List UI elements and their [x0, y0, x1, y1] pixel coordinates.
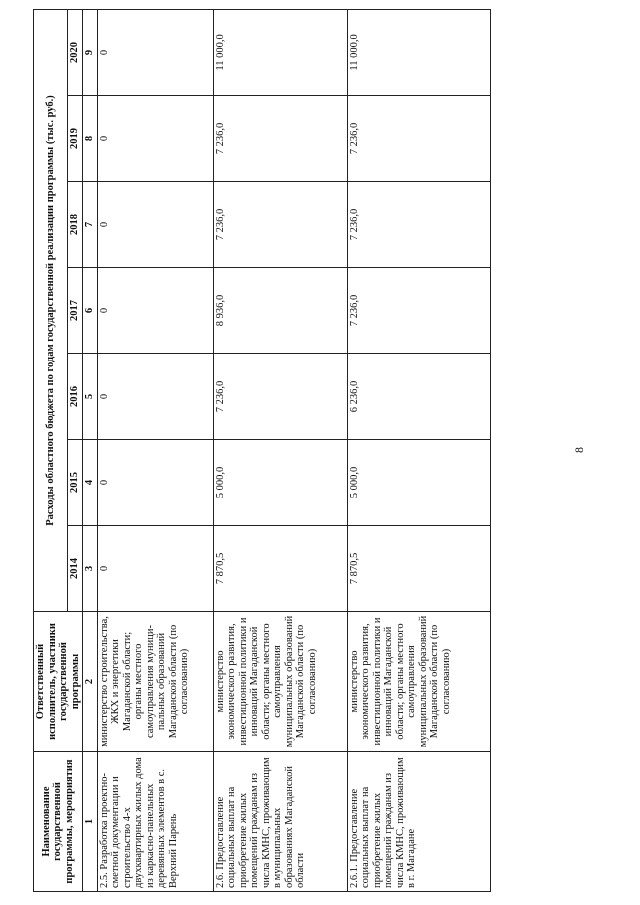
- column-number: 3: [83, 526, 98, 612]
- row-value: 0: [97, 9, 213, 95]
- budget-table: [33, 9, 491, 892]
- row-value: 7 236,0: [347, 268, 490, 354]
- row-value: 11 000,0: [347, 9, 490, 95]
- row-name: 2.6.1. Предоставление социальных выплат на приобретение жилых помещений гражданам из числа КМНС, проживающим в г. Магадане: [347, 752, 490, 892]
- column-number: 1: [83, 752, 98, 892]
- table-row: [347, 9, 490, 891]
- row-value: 7 236,0: [213, 354, 347, 440]
- header-year: 2016: [68, 354, 83, 440]
- row-name: 2.6. Предоставление социальных выплат на приобретение жилых помещений гражданам из числа КМНС, проживающим в муниципальных образованиях Магаданской области: [213, 752, 347, 892]
- header-year: 2018: [68, 182, 83, 268]
- row-value: 5 000,0: [347, 440, 490, 526]
- row-value: 8 936,0: [213, 268, 347, 354]
- header-name: Наименование государственной программы, мероприятия: [34, 752, 83, 892]
- row-responsible: министерство строительства, ЖКХ и энергетики Магаданской области; органы местного самоуправления муници-пальных образований Магаданской области (по согласованию): [97, 612, 213, 752]
- column-number: 9: [83, 9, 98, 95]
- column-number: 6: [83, 268, 98, 354]
- header-year: 2020: [68, 9, 83, 95]
- table-row: [97, 9, 213, 891]
- page-number: 8: [572, 447, 586, 453]
- row-value: 7 236,0: [213, 96, 347, 182]
- row-value: 0: [97, 354, 213, 440]
- column-number: 2: [83, 612, 98, 752]
- row-value: 7 236,0: [213, 182, 347, 268]
- column-number: 7: [83, 182, 98, 268]
- row-value: 6 236,0: [347, 354, 490, 440]
- row-value: 0: [97, 96, 213, 182]
- header-year: 2019: [68, 96, 83, 182]
- row-value: 7 870,5: [213, 526, 347, 612]
- row-value: 7 236,0: [347, 182, 490, 268]
- header-responsible: Ответственный исполнитель, участники государственной программы: [34, 612, 83, 752]
- row-value: 7 236,0: [347, 96, 490, 182]
- row-responsible: министерство экономического развития, инвестиционной политики и инноваций Магаданской области; органы местного самоуправления муниципальных образований Магаданской области (по согласованию): [347, 612, 490, 752]
- column-number: 4: [83, 440, 98, 526]
- header-year: 2015: [68, 440, 83, 526]
- header-year: 2017: [68, 268, 83, 354]
- row-value: 7 870,5: [347, 526, 490, 612]
- row-name: 2.5. Разработка проектно-сметной документации и строительство 4-х двухквартирных жилых дома из каркасно-панельных деревянных элементов в с. Верхний Парень: [97, 752, 213, 892]
- row-responsible: министерство экономического развития, инвестиционной политики и инноваций Магаданской области; органы местного самоуправления муниципальных образований Магаданской области (по согласованию): [213, 612, 347, 752]
- row-value: 5 000,0: [213, 440, 347, 526]
- column-number-row: [83, 9, 98, 891]
- column-number: 8: [83, 96, 98, 182]
- row-value: 0: [97, 268, 213, 354]
- row-value: 0: [97, 182, 213, 268]
- header-year: 2014: [68, 526, 83, 612]
- header-expenses: Расходы областного бюджета по годам государственной реализации программы (тыс. руб.): [34, 9, 68, 611]
- column-number: 5: [83, 354, 98, 440]
- table-row: [213, 9, 347, 891]
- row-value: 0: [97, 440, 213, 526]
- row-value: 0: [97, 526, 213, 612]
- row-value: 11 000,0: [213, 9, 347, 95]
